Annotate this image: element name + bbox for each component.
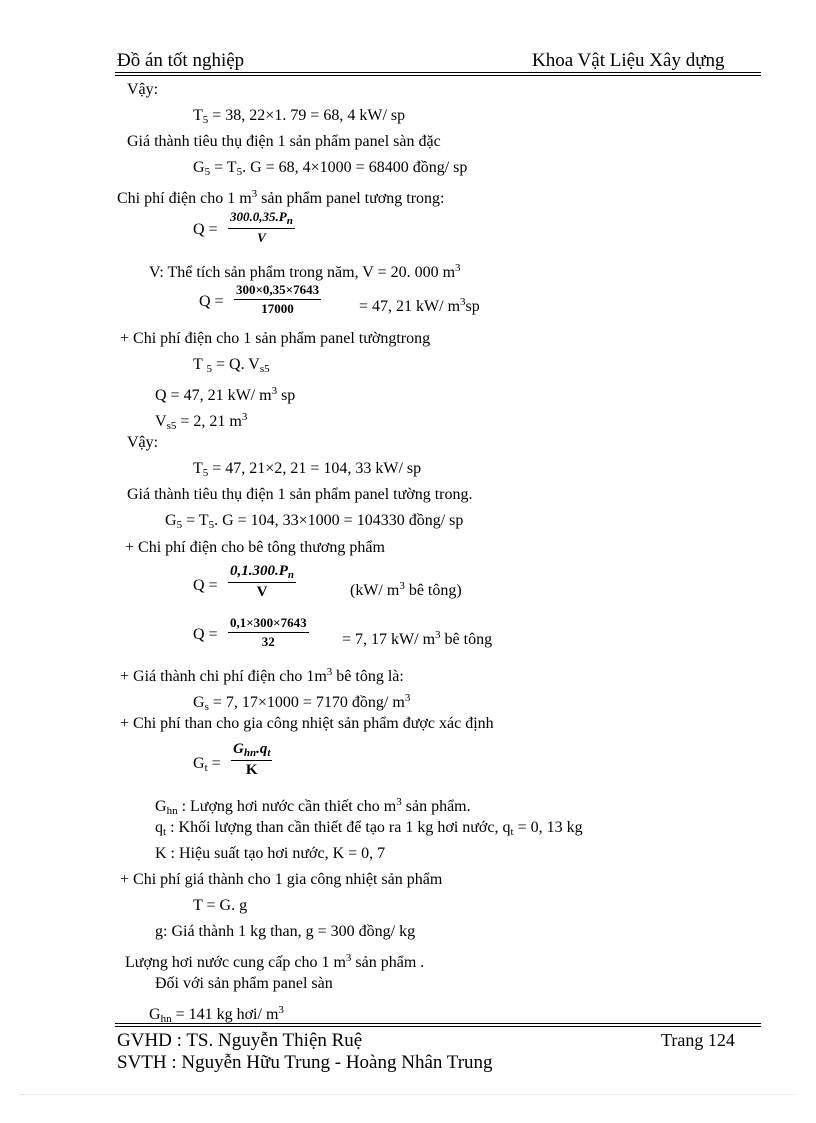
- formula-unit: (kW/ $m^3$ bê tông): [350, 580, 462, 599]
- equation-line: T $_5$ = Q. $V_{s5}$: [193, 356, 270, 375]
- fraction: $G_{hn}.q_t$ K: [233, 741, 271, 778]
- text-line: g: Giá thành 1 kg than, g = 300 đồng/ kg: [155, 923, 416, 940]
- fraction: $\frac{0,1.300.P_n}{V}$: [230, 563, 295, 600]
- header-rule-2: [115, 75, 761, 76]
- text-line: + Giá thành chi phí điện cho $1m^3$ bê tông là:: [120, 666, 404, 685]
- formula-result: = 47, 21 kW/ $m^3sp$: [359, 296, 480, 315]
- text-line: Giá thành tiêu thụ điện 1 sản phẩm panel tường trong.: [127, 486, 473, 503]
- header-title-left: Đồ án tốt nghiệp: [117, 50, 245, 71]
- page-edge-divider: [20, 1094, 796, 1095]
- header-rule-1: [115, 72, 761, 73]
- equation-line: $G_s = 7$, 17×1000 = 7170 đồng/ $m^3$: [193, 692, 411, 713]
- text-line: Đối với sản phẩm panel sàn: [155, 975, 333, 992]
- equation-line: T = G. g: [193, 897, 248, 914]
- text-line: Vậy:: [127, 81, 159, 98]
- formula-result: = 7, 17 kW/ $m^3$ bê tông: [342, 629, 493, 648]
- equation-line: Q = 47, 21 kW/ $m^3$ sp: [155, 385, 296, 404]
- text-line: $G_{hn}$ : Lượng hơi nước cần thiết cho $m^3$ sản phẩm.: [155, 796, 471, 817]
- text-line: + Chi phí than cho gia công nhiệt sản phẩm được xác định: [120, 715, 494, 732]
- equation-line: $G_{hn} = 141$ kg hơi/ $m^3$: [149, 1004, 284, 1025]
- formula-lhs: $G_t$ =: [193, 755, 221, 774]
- formula-lhs: Q =: [193, 577, 218, 594]
- text-line: Lượng hơi nước cung cấp cho 1 $m^3$ sản phẩm .: [125, 952, 425, 971]
- footer-rule-1: [115, 1023, 761, 1024]
- equation-line: $V_{s5} = 2$, 21 $m^3$: [155, 411, 248, 432]
- text-line: + Chi phí giá thành cho 1 gia công nhiệt sản phẩm: [120, 871, 443, 888]
- fraction: $\frac{0,1\times 300\times 7643}{32}$: [230, 615, 307, 649]
- equation-line: $T_5 = 47$, 21×2, 21 = 104, 33 kW/ sp: [193, 460, 422, 479]
- formula-lhs: Q =: [193, 221, 218, 238]
- equation-line: $G_5 = T_5$. G = 104, 33×1000 = 104330 đồng/ sp: [165, 512, 464, 531]
- equation-line: $G_5 = T_5$. G = 68, 4×1000 = 68400 đồng/ sp: [193, 159, 468, 178]
- formula-lhs: Q =: [199, 293, 224, 310]
- text-line: + Chi phí điện cho 1 sản phẩm panel tườngtrong: [120, 330, 431, 347]
- fraction: $\frac{300.0,35.P_n}{V}$: [230, 209, 293, 245]
- footer-students: SVTH : Nguyễn Hữu Trung - Hoàng Nhân Trung: [117, 1052, 493, 1073]
- text-line: K : Hiệu suất tạo hơi nước, K = 0, 7: [155, 845, 386, 862]
- text-line: + Chi phí điện cho bê tông thương phẩm: [125, 539, 385, 556]
- text-line: Vậy:: [127, 434, 159, 451]
- text-line: Chi phí điện cho 1 $m^3$ sản phẩm panel tương trong:: [117, 188, 445, 207]
- text-line: Giá thành tiêu thụ điện 1 sản phẩm panel sàn đặc: [127, 133, 441, 150]
- fraction: $\frac{300\times 0,35\times 7643}{17000}$: [236, 282, 320, 316]
- footer-rule-2: [115, 1026, 761, 1027]
- equation-line: $T_5 = 38$, 22×1. 79 = 68, 4 kW/ sp: [193, 107, 406, 126]
- footer-advisor: GVHD : TS. Nguyễn Thiện Ruệ: [117, 1030, 363, 1051]
- header-title-right: Khoa Vật Liệu Xây dựng: [532, 50, 725, 71]
- page-number: Trang 124: [661, 1030, 735, 1050]
- text-line: $q_t$ : Khối lượng than cần thiết để tạo ra 1 kg hơi nước, $q_t = 0$, 13 kg: [155, 819, 583, 838]
- formula-lhs: Q =: [193, 626, 218, 643]
- text-line: V: Thể tích sản phẩm trong năm, V = 20. 000 $m^3$: [149, 262, 461, 281]
